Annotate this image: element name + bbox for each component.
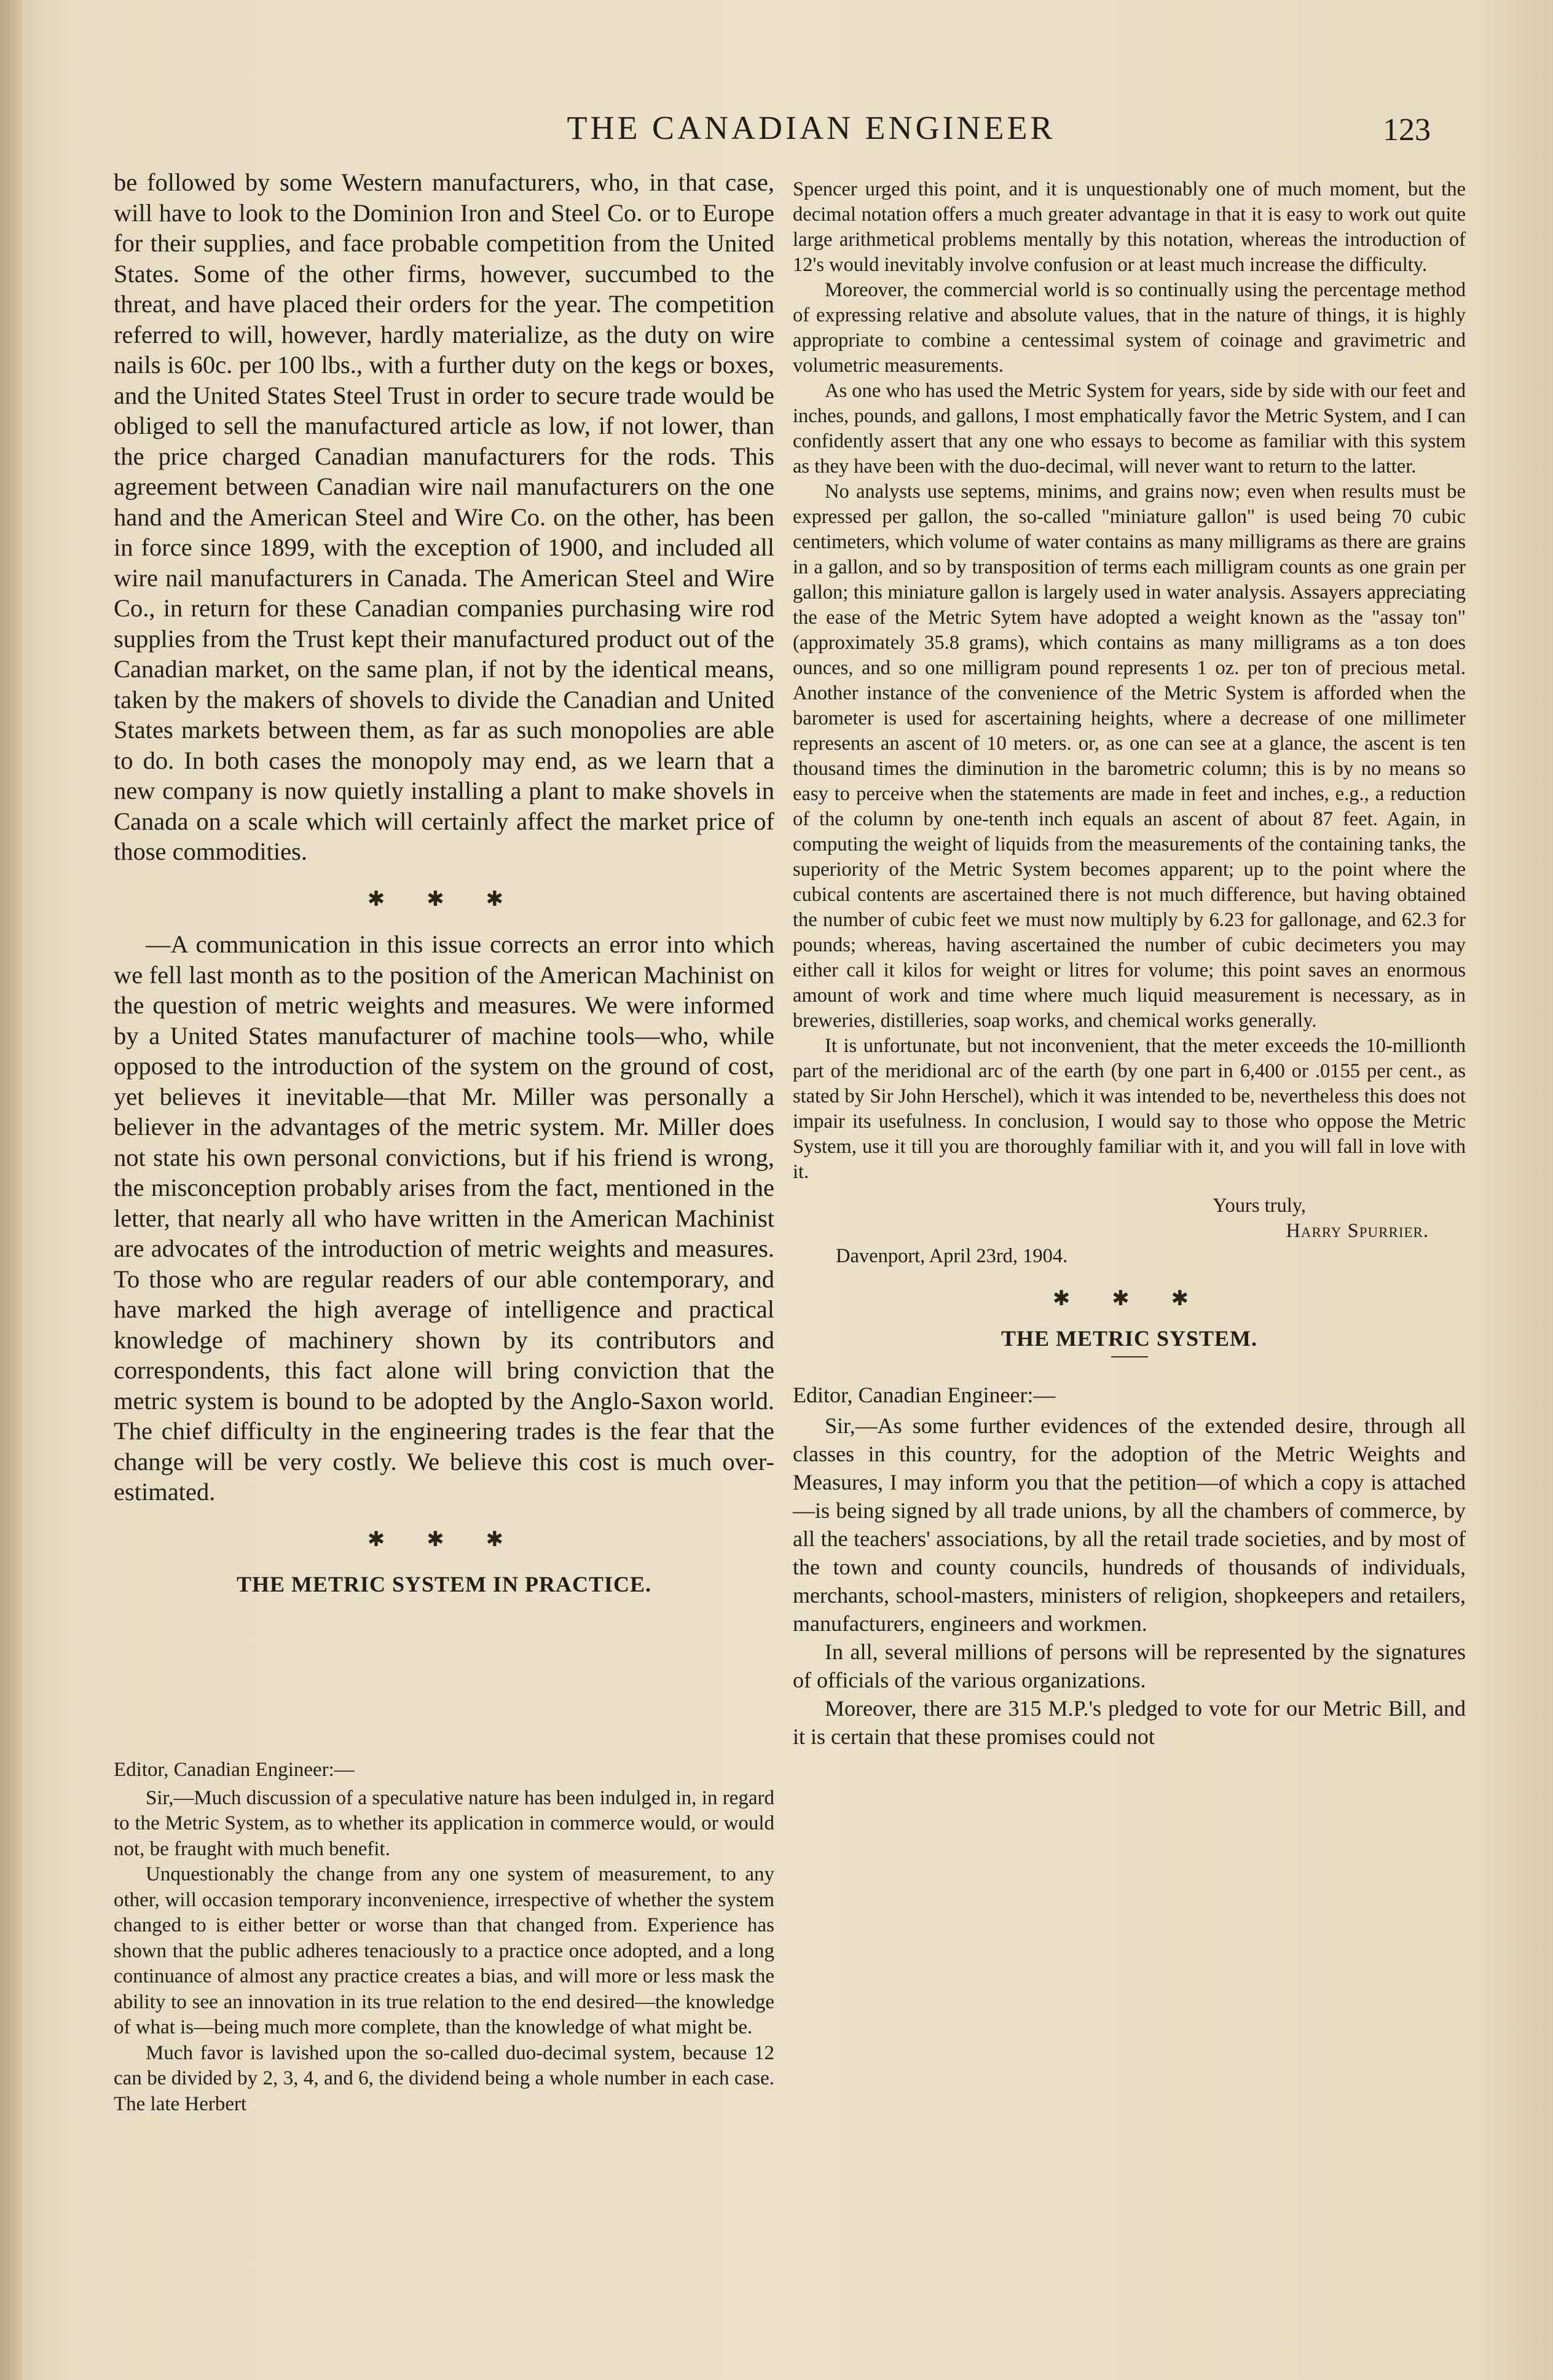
right-letter-paragraph-3: Moreover, there are 315 M.P.'s pledged to vote for our Metric Bill, and it is certain that these promises could not bbox=[793, 1696, 1466, 1749]
letter-dateline: Davenport, April 23rd, 1904. bbox=[836, 1245, 1068, 1267]
right-paragraph-3: As one who has used the Metric System for years, side by side with our feet and inches, pounds, and gallons, I most emphatically favor the Metric System, and I can confidently assert that any one who essays to become as familiar with this system as they have been with the duo-decimal, will never want to return to the latter. bbox=[793, 380, 1466, 477]
binding-gutter bbox=[0, 0, 22, 2380]
title-underline bbox=[1111, 1356, 1148, 1357]
right-paragraph-2: Moreover, the commercial world is so continually using the percentage method of expressing relative and absolute values, that in the nature of things, it is highly appropriate to combine a centessimal system of coinage and gravimetric and volumetric measurements. bbox=[793, 279, 1466, 377]
running-title: THE CANADIAN ENGINEER bbox=[567, 109, 1056, 146]
section-title-metric-system-in-practice: THE METRIC SYSTEM IN PRACTICE. bbox=[236, 1572, 652, 1596]
right-column bbox=[793, 177, 1466, 1751]
letter-paragraph-1: Sir,—Much discussion of a speculative nature has been indulged in, in regard to the Metric System, as to whether its application in commerce would, or would not, be fraught with much benefit. bbox=[114, 1786, 774, 1860]
left-column-letter bbox=[114, 1758, 774, 2117]
section-title-metric-system: THE METRIC SYSTEM. bbox=[1001, 1326, 1258, 1351]
page-header bbox=[0, 103, 1553, 152]
right-paragraph-5: It is unfortunate, but not inconvenient, that the meter exceeds the 10-millionth part of the meridional arc of the earth (by one part in 6,400 or .0155 per cent., as stated by Sir John Herschel), which it was intended to be, nevertheless this does not impair its usefulness. In conclusion, I would say to those who oppose the Metric System, use it till you are thoroughly familiar with it, and you will fall in love with it. bbox=[793, 1035, 1466, 1183]
left-column-upper bbox=[114, 167, 774, 1619]
ornament-separator-1: ✱ ✱ ✱ bbox=[367, 886, 521, 911]
right-paragraph-1: Spencer urged this point, and it is unquestionably one of much moment, but the decimal notation offers a much greater advantage in that it is easy to work out quite large arithmetical problems mentally by this notation, whereas the introduction of 12's would inevitably involve confusion or at least much increase the difficulty. bbox=[793, 178, 1466, 276]
right-letter-paragraph-2: In all, several millions of persons will be represented by the signatures of officials of the various organizations. bbox=[793, 1640, 1466, 1692]
right-letter-paragraph-1: Sir,—As some further evidences of the extended desire, through all classes in this country, for the adoption of the Metric Weights and Measures, I may inform you that the petition—of which a copy is attached—is being signed by all trade unions, by all the chambers of commerce, by all the teachers' associations, by all the retail trade societies, and by most of the town and county councils, hundreds of thousands of individuals, merchants, school-masters, ministers of religion, shopkeepers and retailers, manufacturers, engineers and workmen. bbox=[793, 1413, 1466, 1636]
letter-paragraph-2: Unquestionably the change from any one system of measurement, to any other, will occasion temporary inconvenience, irrespective of whether the system changed to is either better or worse than that changed from. Experience has shown that the public adheres tenaciously to a practice once adopted, and a long continuance of almost any practice creates a bias, and will more or less mask the ability to see an innovation in its true relation to the end desired—the knowledge of what is—being much more complete, than the knowledge of what might be. bbox=[114, 1863, 774, 2038]
left-paragraph-1: be followed by some Western manufacturers, who, in that case, will have to look to the Dominion Iron and Steel Co. or to Europe for their supplies, and face probable competition from the United States. Some of the other firms, however, succumbed to the threat, and have placed their orders for the year. The competition referred to will, however, hardly materialize, as the duty on wire nails is 60c. per 100 lbs., with a further duty on the kegs or boxes, and the United States Steel Trust in order to secure trade would be obliged to sell the manufactured article as low, if not lower, than the price charged Canadian manufacturers for the rods. This agreement between Canadian wire nail manufacturers on the one hand and the American Steel and Wire Co. on the other, has been in force since 1899, with the exception of 1900, and included all wire nail manufacturers in Canada. The American Steel and Wire Co., in return for these Canadian companies purchasing wire rod supplies from the Trust kept their manufactured product out of the Canadian market, on the same plan, if not by the identical means, taken by the makers of shovels to divide the Canadian and United States markets between them, as far as such monopolies are able to do. In both cases the monopoly may end, as we learn that a new company is now quietly installing a plant to make shovels in Canada on a scale which will certainly affect the market price of those commodities. bbox=[114, 168, 774, 865]
right-letter-body bbox=[793, 1381, 1466, 1751]
ornament-separator-2: ✱ ✱ ✱ bbox=[367, 1526, 521, 1552]
ornament-separator-3: ✱ ✱ ✱ bbox=[1052, 1286, 1206, 1311]
letter-paragraph-3: Much favor is lavished upon the so-called duo-decimal system, because 12 can be divided by 2, 3, 4, and 6, the dividend being a whole number in each case. The late Herbert bbox=[114, 2041, 774, 2115]
right-paragraph-4: No analysts use septems, minims, and grains now; even when results must be expressed per gallon, the so-called "miniature gallon" is used being 70 cubic centimeters, which volume of water contains as many milligrams as there are grains in a gallon, and so by transposition of terms each milligram counts as one grain per gallon; this miniature gallon is largely used in water analysis. Assayers appreciating the ease of the Metric Sytem have adopted a weight known as the "assay ton" (approximately 35.8 grams), which contains as many milligrams as a ton does ounces, and so one milligram pound represents 1 oz. per ton of precious metal. Another instance of the convenience of the Metric System is afforded when the barometer is used for ascertaining heights, where a decrease of one millimeter represents an ascent of 10 meters. or, as one can see at a glance, the ascent is ten thousand times the diminution in the barometric column; this is by no means so easy to perceive when the statements are made in feet and inches, e.g., a reduction of the column by one-tenth inch equals an ascent of about 87 feet. Again, in computing the weight of liquids from the measurements of the containing tanks, the superiority of the Metric System becomes apparent; up to the point where the cubical contents are ascertained there is not much difference, but having obtained the number of cubic feet we must now multiply by 6.23 for gallonage, and 62.3 for pounds; whereas, having ascertained the number of cubic decimeters you may either call it kilos for weight or litres for volume; this point saves an enormous amount of work and time where much liquid measurement is necessary, as in breweries, distilleries, soap works, and chemical works generally. bbox=[793, 481, 1466, 1032]
page-number: 123 bbox=[1383, 112, 1431, 147]
right-letter-salutation: Editor, Canadian Engineer:— bbox=[793, 1383, 1056, 1407]
letter-salutation: Editor, Canadian Engineer:— bbox=[114, 1759, 355, 1781]
letter-closing: Yours truly, bbox=[1213, 1195, 1306, 1217]
left-paragraph-2: —A communication in this issue corrects an error into which we fell last month as to the position of the American Machinist on the question of metric weights and measures. We were informed by a United States manufacturer of machine tools—who, while opposed to the introduction of the system on the ground of cost, yet believes it inevitable—that Mr. Miller was personally a believer in the advantages of the metric system. Mr. Miller does not state his own personal convictions, but if his friend is wrong, the misconception probably arises from the fact, mentioned in the letter, that nearly all who have written in the American Machinist are advocates of the introduction of metric weights and measures. To those who are regular readers of our able contemporary, and have marked the high average of intelligence and practical knowledge of machinery shown by its contributors and correspondents, this fact alone will bring conviction that the metric system is bound to be adopted by the Anglo-Saxon world. The chief difficulty in the engineering trades is the fear that the change will be very costly. We believe this cost is much over-estimated. bbox=[114, 930, 774, 1506]
letter-signature: Harry Spurrier. bbox=[1286, 1220, 1429, 1242]
